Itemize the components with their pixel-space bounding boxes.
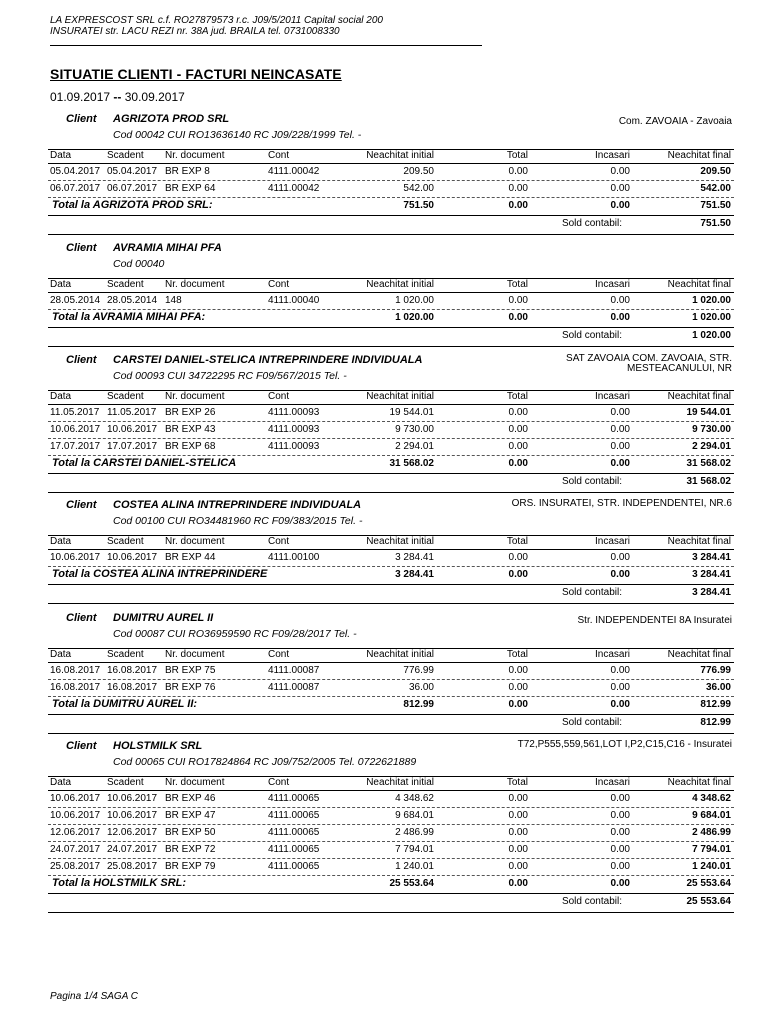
- total-underline: [48, 584, 734, 585]
- cell-nf: 776.99: [700, 665, 731, 676]
- section-separator: [48, 234, 734, 235]
- cell-total: 0.00: [508, 424, 528, 435]
- cell-ni: 36.00: [408, 682, 434, 693]
- total-total: 0.00: [508, 699, 528, 710]
- table-row: [48, 859, 734, 876]
- cell-inc: 0.00: [610, 861, 630, 872]
- column-header-data: Data: [50, 777, 72, 788]
- cell-nf: 542.00: [700, 183, 731, 194]
- column-header-nr: Nr. document: [165, 777, 225, 788]
- sold-contabil-row: [48, 716, 734, 730]
- cell-cont: 4111.00065: [268, 844, 320, 855]
- section-separator: [48, 912, 734, 913]
- cell-nf: 4 348.62: [692, 793, 731, 804]
- cell-nf: 36.00: [705, 682, 731, 693]
- total-row: [48, 567, 734, 583]
- cell-total: 0.00: [508, 861, 528, 872]
- column-header-inc: Incasari: [594, 777, 630, 788]
- column-header-nr: Nr. document: [165, 150, 225, 161]
- cell-ni: 3 284.41: [395, 552, 434, 563]
- cell-cont: 4111.00087: [268, 665, 320, 676]
- table-header: [48, 776, 734, 791]
- client-address: ORS. INSURATEI, STR. INDEPENDENTEI, NR.6: [511, 498, 732, 509]
- column-header-nf: Neachitat final: [667, 279, 731, 290]
- cell-scadent: 05.04.2017: [107, 166, 158, 177]
- table-row: [48, 680, 734, 697]
- table-row: [48, 164, 734, 181]
- column-header-total: Total: [506, 391, 528, 402]
- total-total: 0.00: [508, 200, 528, 211]
- cell-data: 17.07.2017: [50, 441, 101, 452]
- total-ni: 31 568.02: [389, 458, 434, 469]
- cell-total: 0.00: [508, 844, 528, 855]
- cell-data: 16.08.2017: [50, 682, 101, 693]
- cell-total: 0.00: [508, 827, 528, 838]
- cell-inc: 0.00: [610, 827, 630, 838]
- table-header: [48, 648, 734, 663]
- table-row: [48, 550, 734, 567]
- cell-ni: 542.00: [403, 183, 434, 194]
- total-nf: 751.50: [700, 200, 731, 211]
- cell-scadent: 11.05.2017: [107, 407, 157, 418]
- table-header: [48, 535, 734, 550]
- table-row: [48, 808, 734, 825]
- total-ni: 1 020.00: [395, 312, 434, 323]
- column-header-cont: Cont: [268, 279, 290, 290]
- column-header-data: Data: [50, 150, 72, 161]
- period-separator: --: [113, 90, 122, 104]
- cell-nr: BR EXP 50: [165, 827, 216, 838]
- cell-cont: 4111.00087: [268, 682, 320, 693]
- cell-nr: BR EXP 44: [165, 552, 216, 563]
- cell-scadent: 06.07.2017: [107, 183, 158, 194]
- total-underline: [48, 215, 734, 216]
- column-header-cont: Cont: [268, 150, 290, 161]
- cell-scadent: 28.05.2014: [107, 295, 158, 306]
- total-inc: 0.00: [610, 200, 630, 211]
- column-header-nf: Neachitat final: [667, 150, 731, 161]
- period-end: 30.09.2017: [124, 90, 185, 104]
- table-header: [48, 278, 734, 293]
- cell-ni: 19 544.01: [389, 407, 434, 418]
- total-ni: 812.99: [403, 699, 434, 710]
- client-name: CARSTEI DANIEL-STELICA INTREPRINDERE INDIVIDUALA: [113, 354, 423, 366]
- cell-inc: 0.00: [610, 665, 630, 676]
- column-header-data: Data: [50, 391, 72, 402]
- cell-nf: 2 294.01: [692, 441, 731, 452]
- cell-total: 0.00: [508, 552, 528, 563]
- total-label: Total la CARSTEI DANIEL-STELICA: [52, 457, 237, 469]
- cell-ni: 2 294.01: [395, 441, 434, 452]
- cell-cont: 4111.00093: [268, 407, 320, 418]
- total-nf: 3 284.41: [692, 569, 731, 580]
- sold-value: 1 020.00: [692, 330, 731, 341]
- cell-nr: BR EXP 26: [165, 407, 216, 418]
- column-header-inc: Incasari: [594, 391, 630, 402]
- cell-total: 0.00: [508, 810, 528, 821]
- total-total: 0.00: [508, 312, 528, 323]
- cell-ni: 1 240.01: [395, 861, 434, 872]
- cell-nr: BR EXP 79: [165, 861, 216, 872]
- cell-ni: 1 020.00: [395, 295, 434, 306]
- client-address: Str. INDEPENDENTEI 8A Insuratei: [577, 615, 732, 626]
- column-header-total: Total: [506, 279, 528, 290]
- total-inc: 0.00: [610, 569, 630, 580]
- cell-nf: 9 684.01: [692, 810, 731, 821]
- cell-total: 0.00: [508, 665, 528, 676]
- table-row: [48, 825, 734, 842]
- cell-scadent: 17.07.2017: [107, 441, 158, 452]
- sold-contabil-row: [48, 475, 734, 489]
- cell-nr: BR EXP 8: [165, 166, 210, 177]
- client-codes: Cod 00093 CUI 34722295 RC F09/567/2015 Tel. -: [113, 370, 347, 382]
- client-codes: Cod 00087 CUI RO36959590 RC F09/28/2017 Tel. -: [113, 628, 357, 640]
- client-name: AGRIZOTA PROD SRL: [113, 113, 230, 125]
- cell-data: 28.05.2014: [50, 295, 101, 306]
- sold-value: 25 553.64: [686, 896, 731, 907]
- section-separator: [48, 603, 734, 604]
- cell-ni: 9 684.01: [395, 810, 434, 821]
- cell-scadent: 12.06.2017: [107, 827, 158, 838]
- page-footer: Pagina 1/4 SAGA C: [50, 991, 139, 1002]
- total-row: [48, 310, 734, 326]
- cell-scadent: 10.06.2017: [107, 793, 158, 804]
- total-row: [48, 697, 734, 713]
- cell-nf: 2 486.99: [692, 827, 731, 838]
- client-codes: Cod 00042 CUI RO13636140 RC J09/228/1999 Tel. -: [113, 129, 362, 141]
- cell-ni: 7 794.01: [395, 844, 434, 855]
- cell-ni: 776.99: [403, 665, 434, 676]
- cell-inc: 0.00: [610, 166, 630, 177]
- cell-inc: 0.00: [610, 810, 630, 821]
- column-header-ni: Neachitat initial: [366, 777, 434, 788]
- cell-inc: 0.00: [610, 407, 630, 418]
- cell-inc: 0.00: [610, 682, 630, 693]
- total-row: [48, 456, 734, 472]
- sold-label: Sold contabil:: [561, 896, 622, 907]
- total-row: [48, 198, 734, 214]
- cell-nf: 1 020.00: [692, 295, 731, 306]
- table-row: [48, 791, 734, 808]
- column-header-nf: Neachitat final: [667, 649, 731, 660]
- cell-data: 10.06.2017: [50, 810, 101, 821]
- cell-total: 0.00: [508, 682, 528, 693]
- client-label: Client: [66, 740, 97, 752]
- client-address: SAT ZAVOAIA COM. ZAVOAIA, STR. MESTEACANULUI, NR: [566, 353, 732, 374]
- cell-nr: BR EXP 64: [165, 183, 216, 194]
- client-label: Client: [66, 242, 97, 254]
- cell-nr: BR EXP 72: [165, 844, 216, 855]
- total-underline: [48, 327, 734, 328]
- total-inc: 0.00: [610, 878, 630, 889]
- company-line-1: LA EXPRESCOST SRL c.f. RO27879573 r.c. J09/5/2011 Capital social 200: [50, 15, 383, 26]
- column-header-cont: Cont: [268, 777, 290, 788]
- table-row: [48, 181, 734, 198]
- column-header-data: Data: [50, 536, 72, 547]
- cell-cont: 4111.00065: [268, 793, 320, 804]
- cell-scadent: 16.08.2017: [107, 665, 158, 676]
- cell-inc: 0.00: [610, 183, 630, 194]
- cell-scadent: 10.06.2017: [107, 424, 158, 435]
- table-row: [48, 405, 734, 422]
- cell-nf: 7 794.01: [692, 844, 731, 855]
- section-separator: [48, 346, 734, 347]
- cell-nf: 19 544.01: [686, 407, 731, 418]
- column-header-ni: Neachitat initial: [366, 391, 434, 402]
- column-header-ni: Neachitat initial: [366, 649, 434, 660]
- cell-scadent: 25.08.2017: [107, 861, 158, 872]
- section-separator: [48, 492, 734, 493]
- cell-total: 0.00: [508, 407, 528, 418]
- cell-ni: 209.50: [403, 166, 434, 177]
- column-header-total: Total: [506, 649, 528, 660]
- client-label: Client: [66, 612, 97, 624]
- cell-inc: 0.00: [610, 295, 630, 306]
- cell-scadent: 10.06.2017: [107, 552, 158, 563]
- period-start: 01.09.2017: [50, 90, 111, 104]
- cell-nf: 1 240.01: [692, 861, 731, 872]
- cell-nr: BR EXP 43: [165, 424, 216, 435]
- cell-cont: 4111.00065: [268, 861, 320, 872]
- cell-total: 0.00: [508, 441, 528, 452]
- cell-cont: 4111.00042: [268, 183, 320, 194]
- column-header-ni: Neachitat initial: [366, 279, 434, 290]
- cell-scadent: 24.07.2017: [107, 844, 158, 855]
- cell-total: 0.00: [508, 793, 528, 804]
- cell-nr: BR EXP 75: [165, 665, 216, 676]
- total-inc: 0.00: [610, 699, 630, 710]
- cell-inc: 0.00: [610, 441, 630, 452]
- total-nf: 1 020.00: [692, 312, 731, 323]
- report-title-text: SITUATIE CLIENTI - FACTURI NEINCASATE: [50, 66, 342, 82]
- sold-contabil-row: [48, 217, 734, 231]
- total-label: Total la AGRIZOTA PROD SRL:: [52, 199, 213, 211]
- client-name: COSTEA ALINA INTREPRINDERE INDIVIDUALA: [113, 499, 362, 511]
- cell-nf: 9 730.00: [692, 424, 731, 435]
- column-header-data: Data: [50, 649, 72, 660]
- cell-cont: 4111.00093: [268, 441, 320, 452]
- column-header-inc: Incasari: [594, 536, 630, 547]
- client-label: Client: [66, 113, 97, 125]
- column-header-total: Total: [506, 150, 528, 161]
- cell-nr: BR EXP 68: [165, 441, 216, 452]
- column-header-scadent: Scadent: [107, 391, 144, 402]
- total-underline: [48, 893, 734, 894]
- cell-ni: 4 348.62: [395, 793, 434, 804]
- cell-cont: 4111.00065: [268, 827, 320, 838]
- cell-inc: 0.00: [610, 844, 630, 855]
- total-row: [48, 876, 734, 892]
- total-nf: 812.99: [700, 699, 731, 710]
- column-header-inc: Incasari: [594, 649, 630, 660]
- sold-label: Sold contabil:: [561, 476, 622, 487]
- cell-nr: BR EXP 76: [165, 682, 216, 693]
- cell-inc: 0.00: [610, 552, 630, 563]
- cell-nf: 3 284.41: [692, 552, 731, 563]
- column-header-scadent: Scadent: [107, 279, 144, 290]
- client-name: DUMITRU AUREL II: [113, 612, 214, 624]
- table-row: [48, 663, 734, 680]
- cell-data: 12.06.2017: [50, 827, 101, 838]
- sold-value: 751.50: [700, 218, 731, 229]
- column-header-nf: Neachitat final: [667, 536, 731, 547]
- total-label: Total la COSTEA ALINA INTREPRINDERE: [52, 568, 268, 580]
- column-header-cont: Cont: [268, 391, 290, 402]
- sold-value: 812.99: [700, 717, 731, 728]
- section-separator: [48, 733, 734, 734]
- report-period: [50, 90, 185, 104]
- cell-nr: BR EXP 46: [165, 793, 216, 804]
- sold-contabil-row: [48, 586, 734, 600]
- client-label: Client: [66, 354, 97, 366]
- total-ni: 751.50: [403, 200, 434, 211]
- cell-cont: 4111.00065: [268, 810, 320, 821]
- cell-data: 11.05.2017: [50, 407, 100, 418]
- sold-contabil-row: [48, 895, 734, 909]
- sold-value: 31 568.02: [686, 476, 731, 487]
- table-row: [48, 422, 734, 439]
- cell-total: 0.00: [508, 295, 528, 306]
- column-header-nf: Neachitat final: [667, 391, 731, 402]
- cell-nr: BR EXP 47: [165, 810, 216, 821]
- total-nf: 31 568.02: [686, 458, 731, 469]
- cell-data: 10.06.2017: [50, 793, 101, 804]
- client-address: Com. ZAVOAIA - Zavoaia: [618, 116, 732, 127]
- cell-total: 0.00: [508, 183, 528, 194]
- cell-data: 25.08.2017: [50, 861, 101, 872]
- total-underline: [48, 714, 734, 715]
- cell-ni: 9 730.00: [395, 424, 434, 435]
- total-underline: [48, 473, 734, 474]
- sold-label: Sold contabil:: [561, 218, 622, 229]
- total-inc: 0.00: [610, 458, 630, 469]
- cell-data: 05.04.2017: [50, 166, 101, 177]
- column-header-total: Total: [506, 536, 528, 547]
- client-name: HOLSTMILK SRL: [113, 740, 203, 752]
- client-name: AVRAMIA MIHAI PFA: [113, 242, 222, 254]
- column-header-scadent: Scadent: [107, 777, 144, 788]
- column-header-cont: Cont: [268, 536, 290, 547]
- column-header-inc: Incasari: [594, 279, 630, 290]
- cell-total: 0.00: [508, 166, 528, 177]
- cell-data: 10.06.2017: [50, 552, 101, 563]
- total-total: 0.00: [508, 569, 528, 580]
- table-header: [48, 149, 734, 164]
- total-ni: 25 553.64: [389, 878, 434, 889]
- cell-ni: 2 486.99: [395, 827, 434, 838]
- column-header-ni: Neachitat initial: [366, 536, 434, 547]
- column-header-scadent: Scadent: [107, 536, 144, 547]
- total-nf: 25 553.64: [686, 878, 731, 889]
- column-header-inc: Incasari: [594, 150, 630, 161]
- total-label: Total la HOLSTMILK SRL:: [52, 877, 187, 889]
- client-address: T72,P555,559,561,LOT I,P2,C15,C16 - Insuratei: [517, 739, 732, 750]
- cell-data: 06.07.2017: [50, 183, 101, 194]
- table-row: [48, 293, 734, 310]
- total-total: 0.00: [508, 878, 528, 889]
- cell-cont: 4111.00040: [268, 295, 320, 306]
- column-header-nf: Neachitat final: [667, 777, 731, 788]
- cell-scadent: 10.06.2017: [107, 810, 158, 821]
- column-header-scadent: Scadent: [107, 649, 144, 660]
- column-header-nr: Nr. document: [165, 536, 225, 547]
- column-header-nr: Nr. document: [165, 649, 225, 660]
- total-label: Total la DUMITRU AUREL II:: [52, 698, 198, 710]
- cell-nr: 148: [165, 295, 182, 306]
- total-ni: 3 284.41: [395, 569, 434, 580]
- column-header-scadent: Scadent: [107, 150, 144, 161]
- cell-nf: 209.50: [700, 166, 731, 177]
- column-header-nr: Nr. document: [165, 279, 225, 290]
- cell-cont: 4111.00093: [268, 424, 320, 435]
- sold-label: Sold contabil:: [561, 330, 622, 341]
- sold-label: Sold contabil:: [561, 587, 622, 598]
- company-rule: [50, 45, 482, 46]
- cell-inc: 0.00: [610, 424, 630, 435]
- total-total: 0.00: [508, 458, 528, 469]
- client-label: Client: [66, 499, 97, 511]
- column-header-data: Data: [50, 279, 72, 290]
- client-codes: Cod 00100 CUI RO34481960 RC F09/383/2015 Tel. -: [113, 515, 363, 527]
- sold-label: Sold contabil:: [561, 717, 622, 728]
- table-header: [48, 390, 734, 405]
- column-header-ni: Neachitat initial: [366, 150, 434, 161]
- cell-data: 16.08.2017: [50, 665, 101, 676]
- cell-data: 24.07.2017: [50, 844, 101, 855]
- client-codes: Cod 00040: [113, 258, 165, 270]
- cell-cont: 4111.00100: [268, 552, 320, 563]
- column-header-total: Total: [506, 777, 528, 788]
- total-inc: 0.00: [610, 312, 630, 323]
- sold-contabil-row: [48, 329, 734, 343]
- cell-cont: 4111.00042: [268, 166, 320, 177]
- column-header-nr: Nr. document: [165, 391, 225, 402]
- table-row: [48, 439, 734, 456]
- total-label: Total la AVRAMIA MIHAI PFA:: [52, 311, 206, 323]
- report-title: [50, 66, 342, 82]
- sold-value: 3 284.41: [692, 587, 731, 598]
- cell-data: 10.06.2017: [50, 424, 101, 435]
- client-codes: Cod 00065 CUI RO17824864 RC J09/752/2005 Tel. 0722621889: [113, 756, 417, 768]
- column-header-cont: Cont: [268, 649, 290, 660]
- cell-inc: 0.00: [610, 793, 630, 804]
- company-line-2: INSURATEI str. LACU REZI nr. 38A jud. BRAILA tel. 0731008330: [50, 26, 340, 37]
- table-row: [48, 842, 734, 859]
- cell-scadent: 16.08.2017: [107, 682, 158, 693]
